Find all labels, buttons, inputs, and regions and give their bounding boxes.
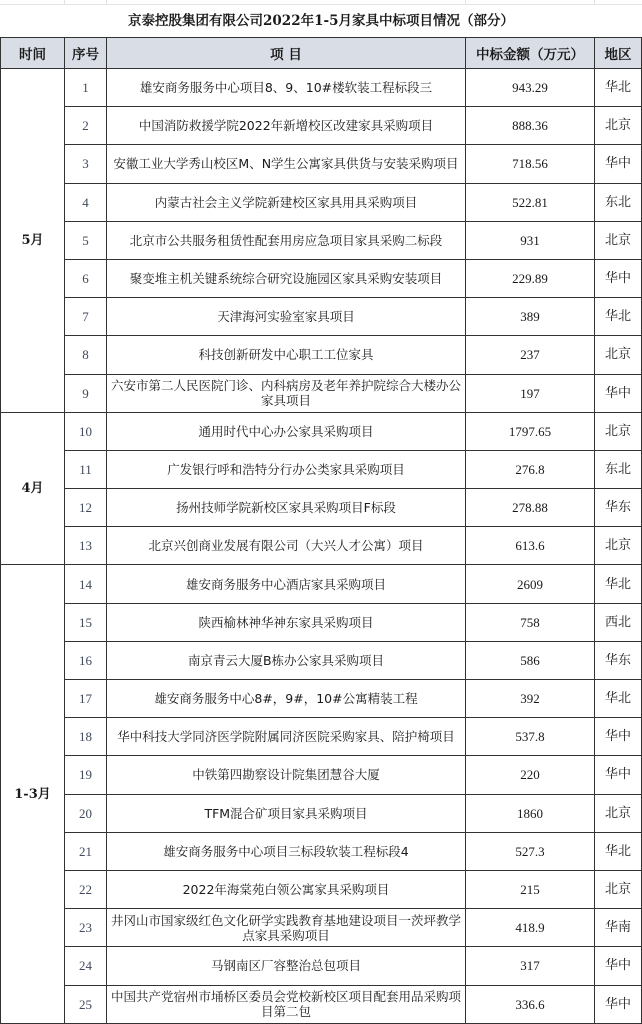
- amount-cell[interactable]: 278.88: [466, 489, 595, 527]
- header-time[interactable]: 时间: [1, 38, 65, 69]
- amount-cell[interactable]: 1797.65: [466, 412, 595, 450]
- seq-cell[interactable]: 10: [65, 412, 107, 450]
- header-project[interactable]: 项 目: [107, 38, 466, 69]
- project-cell[interactable]: 雄安商务服务中心酒店家具采购项目: [107, 565, 466, 603]
- seq-cell[interactable]: 18: [65, 718, 107, 756]
- amount-cell[interactable]: 888.36: [466, 107, 595, 145]
- gridline: [64, 0, 65, 4]
- project-cell[interactable]: 科技创新研发中心职工工位家具: [107, 336, 466, 374]
- region-cell[interactable]: 华中: [595, 985, 642, 1023]
- region-cell[interactable]: 北京: [595, 794, 642, 832]
- table-row: [1, 870, 642, 908]
- amount-cell[interactable]: 229.89: [466, 259, 595, 297]
- seq-cell[interactable]: 22: [65, 870, 107, 908]
- amount-cell[interactable]: 392: [466, 680, 595, 718]
- table-row: [1, 374, 642, 412]
- seq-cell[interactable]: 5: [65, 221, 107, 259]
- seq-cell[interactable]: 24: [65, 947, 107, 985]
- project-cell[interactable]: 广发银行呼和浩特分行办公类家具采购项目: [107, 450, 466, 488]
- region-cell[interactable]: 华北: [595, 298, 642, 336]
- region-cell[interactable]: 华中: [595, 374, 642, 412]
- project-cell[interactable]: 中国共产党宿州市埇桥区委员会党校新校区项目配套用品采购项目第二包: [107, 985, 466, 1023]
- table-row: [1, 909, 642, 947]
- seq-cell[interactable]: 15: [65, 603, 107, 641]
- region-cell[interactable]: 北京: [595, 527, 642, 565]
- table-row: [1, 947, 642, 985]
- table-row: [1, 985, 642, 1023]
- project-cell[interactable]: 扬州技师学院新校区家具采购项目F标段: [107, 489, 466, 527]
- region-cell[interactable]: 东北: [595, 450, 642, 488]
- project-cell[interactable]: 内蒙古社会主义学院新建校区家具用具采购项目: [107, 183, 466, 221]
- amount-cell[interactable]: 317: [466, 947, 595, 985]
- region-cell[interactable]: 北京: [595, 336, 642, 374]
- table-row: [1, 145, 642, 183]
- seq-cell[interactable]: 25: [65, 985, 107, 1023]
- table-row: [1, 107, 642, 145]
- header-amount[interactable]: 中标金额（万元）: [466, 38, 595, 69]
- table-row: [1, 69, 642, 107]
- header-region[interactable]: 地区: [595, 38, 642, 69]
- project-cell[interactable]: 通用时代中心办公家具采购项目: [107, 412, 466, 450]
- region-cell[interactable]: 华中: [595, 718, 642, 756]
- seq-cell[interactable]: 7: [65, 298, 107, 336]
- table-row: [1, 336, 642, 374]
- gridline: [594, 0, 595, 4]
- project-cell[interactable]: 中国消防救援学院2022年新增校区改建家具采购项目: [107, 107, 466, 145]
- region-cell[interactable]: 北京: [595, 107, 642, 145]
- region-cell[interactable]: 华北: [595, 565, 642, 603]
- seq-cell[interactable]: 21: [65, 832, 107, 870]
- region-cell[interactable]: 华北: [595, 680, 642, 718]
- period-cell[interactable]: 5月: [1, 69, 65, 413]
- amount-cell[interactable]: 537.8: [466, 718, 595, 756]
- region-cell[interactable]: 华中: [595, 145, 642, 183]
- region-cell[interactable]: 东北: [595, 183, 642, 221]
- seq-cell[interactable]: 20: [65, 794, 107, 832]
- table-row: [1, 489, 642, 527]
- seq-cell[interactable]: 1: [65, 69, 107, 107]
- table-title: 京泰控股集团有限公司2022年1-5月家具中标项目情况（部分）: [128, 13, 514, 29]
- seq-cell[interactable]: 2: [65, 107, 107, 145]
- region-cell[interactable]: 北京: [595, 412, 642, 450]
- amount-cell[interactable]: 931: [466, 221, 595, 259]
- project-cell[interactable]: TFM混合矿项目家具采购项目: [107, 794, 466, 832]
- project-cell[interactable]: 六安市第二人民医院门诊、内科病房及老年养护院综合大楼办公家具项目: [107, 374, 466, 412]
- project-cell[interactable]: 雄安商务服务中心项目8、9、10#楼软装工程标段三: [107, 69, 466, 107]
- seq-cell[interactable]: 3: [65, 145, 107, 183]
- project-cell[interactable]: 南京青云大厦B栋办公家具采购项目: [107, 641, 466, 679]
- seq-cell[interactable]: 16: [65, 641, 107, 679]
- seq-cell[interactable]: 4: [65, 183, 107, 221]
- region-cell[interactable]: 华东: [595, 489, 642, 527]
- table-row: [1, 412, 642, 450]
- header-seq[interactable]: 序号: [65, 38, 107, 69]
- table-row: [1, 641, 642, 679]
- period-cell[interactable]: 1-3月: [1, 565, 65, 1023]
- period-cell[interactable]: 4月: [1, 412, 65, 565]
- project-cell[interactable]: 天津海河实验室家具项目: [107, 298, 466, 336]
- amount-cell[interactable]: 215: [466, 870, 595, 908]
- seq-cell[interactable]: 6: [65, 259, 107, 297]
- amount-cell[interactable]: 527.3: [466, 832, 595, 870]
- amount-cell[interactable]: 197: [466, 374, 595, 412]
- seq-cell[interactable]: 11: [65, 450, 107, 488]
- region-cell[interactable]: 华北: [595, 832, 642, 870]
- region-cell[interactable]: 华东: [595, 641, 642, 679]
- table-row: [1, 450, 642, 488]
- amount-cell[interactable]: 718.56: [466, 145, 595, 183]
- amount-cell[interactable]: 2609: [466, 565, 595, 603]
- gridline: [465, 0, 466, 4]
- table-row: [1, 603, 642, 641]
- project-cell[interactable]: 华中科技大学同济医学院附属同济医院采购家具、陪护椅项目: [107, 718, 466, 756]
- project-cell[interactable]: 井冈山市国家级红色文化研学实践教育基地建设项目一茨坪教学点家具采购项目: [107, 909, 466, 947]
- table-row: [1, 680, 642, 718]
- region-cell[interactable]: 西北: [595, 603, 642, 641]
- table-row: [1, 756, 642, 794]
- amount-cell[interactable]: 613.6: [466, 527, 595, 565]
- seq-cell[interactable]: 19: [65, 756, 107, 794]
- amount-cell[interactable]: 237: [466, 336, 595, 374]
- amount-cell[interactable]: 389: [466, 298, 595, 336]
- amount-cell[interactable]: 522.81: [466, 183, 595, 221]
- table-row: [1, 718, 642, 756]
- table-row: [1, 832, 642, 870]
- previous-row-gridline: [0, 0, 642, 5]
- project-cell[interactable]: 陕西榆林神华神东家具采购项目: [107, 603, 466, 641]
- region-cell[interactable]: 华中: [595, 259, 642, 297]
- table-row: [1, 259, 642, 297]
- seq-cell[interactable]: 8: [65, 336, 107, 374]
- table-row: [1, 298, 642, 336]
- amount-cell[interactable]: 220: [466, 756, 595, 794]
- project-cell[interactable]: 安徽工业大学秀山校区M、N学生公寓家具供货与安装采购项目: [107, 145, 466, 183]
- amount-cell[interactable]: 336.6: [466, 985, 595, 1023]
- table-row: [1, 183, 642, 221]
- amount-cell[interactable]: 418.9: [466, 909, 595, 947]
- region-cell[interactable]: 华中: [595, 756, 642, 794]
- project-cell[interactable]: 雄安商务服务中心8#，9#，10#公寓精装工程: [107, 680, 466, 718]
- region-cell[interactable]: 华中: [595, 947, 642, 985]
- table-row: [1, 794, 642, 832]
- table-body: [1, 69, 642, 1024]
- project-cell[interactable]: 2022年海棠苑白领公寓家具采购项目: [107, 870, 466, 908]
- gridline: [106, 0, 107, 4]
- seq-cell[interactable]: 14: [65, 565, 107, 603]
- region-cell[interactable]: 北京: [595, 221, 642, 259]
- seq-cell[interactable]: 23: [65, 909, 107, 947]
- region-cell[interactable]: 华北: [595, 69, 642, 107]
- table-row: [1, 527, 642, 565]
- project-cell[interactable]: 中铁第四勘察设计院集团慧谷大厦: [107, 756, 466, 794]
- amount-cell[interactable]: 276.8: [466, 450, 595, 488]
- amount-cell[interactable]: 1860: [466, 794, 595, 832]
- seq-cell[interactable]: 9: [65, 374, 107, 412]
- region-cell[interactable]: 北京: [595, 870, 642, 908]
- bid-projects-table: [0, 37, 642, 1024]
- seq-cell[interactable]: 12: [65, 489, 107, 527]
- project-cell[interactable]: 北京市公共服务租赁性配套用房应急项目家具采购二标段: [107, 221, 466, 259]
- amount-cell[interactable]: 943.29: [466, 69, 595, 107]
- region-cell[interactable]: 华南: [595, 909, 642, 947]
- project-cell[interactable]: 马钢南区厂容整治总包项目: [107, 947, 466, 985]
- project-cell[interactable]: 北京兴创商业发展有限公司（大兴人才公寓）项目: [107, 527, 466, 565]
- table-row: [1, 221, 642, 259]
- seq-cell[interactable]: 17: [65, 680, 107, 718]
- project-cell[interactable]: 雄安商务服务中心项目三标段软装工程标段4: [107, 832, 466, 870]
- amount-cell[interactable]: 758: [466, 603, 595, 641]
- amount-cell[interactable]: 586: [466, 641, 595, 679]
- header-row: [1, 38, 642, 69]
- table-row: [1, 565, 642, 603]
- project-cell[interactable]: 聚变堆主机关键系统综合研究设施园区家具采购安装项目: [107, 259, 466, 297]
- seq-cell[interactable]: 13: [65, 527, 107, 565]
